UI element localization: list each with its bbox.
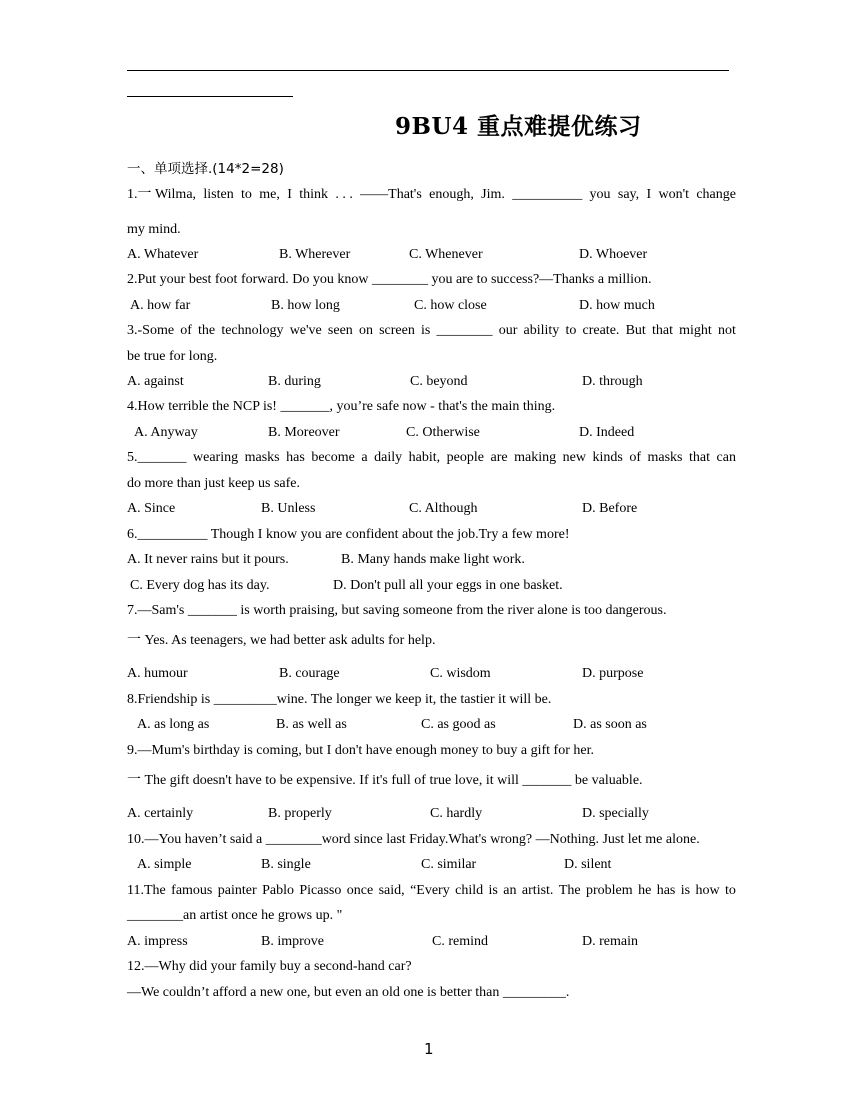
question-word: 1.一 Wilma, — [127, 187, 197, 202]
answer-option-a: A. certainly — [127, 806, 194, 821]
question-stem-line: 9.—Mum's birthday is coming, but I don't have enough money to buy a gift for her. — [127, 743, 594, 758]
question-stem-line: do more than just keep us safe. — [127, 476, 301, 491]
answer-option-a: A. impress — [127, 934, 188, 949]
question-word: people — [446, 450, 484, 465]
question-word: masks — [244, 450, 280, 465]
question-stem-line: 10.—You haven’t said a ________word since last Friday.What's wrong? —Nothing. Just let me alone. — [127, 832, 700, 847]
question-word: that — [651, 323, 673, 338]
question-word: an — [503, 883, 517, 898]
question-word: think — [299, 187, 328, 202]
question-word: become — [311, 450, 355, 465]
answer-option-b: B. during — [268, 374, 321, 389]
question-word: on — [358, 323, 373, 338]
question-word: how — [695, 883, 720, 898]
question-word: our — [498, 323, 518, 338]
answer-option-b: B. how long — [271, 298, 340, 313]
question-stem-line: 8.Friendship is _________wine. The longer we keep it, the tastier it will be. — [127, 692, 552, 707]
page-number: 1 — [424, 1040, 434, 1058]
answer-option-d: D. silent — [564, 857, 612, 872]
answer-option-a: A. against — [127, 374, 184, 389]
answer-option-a: A. Since — [127, 501, 176, 516]
question-word: that — [689, 450, 711, 465]
answer-option-d: D. specially — [582, 806, 649, 821]
question-word: making — [514, 450, 557, 465]
question-stem-line — [127, 186, 736, 204]
question-word: masks — [647, 450, 683, 465]
answer-option-b: B. single — [261, 857, 311, 872]
question-word: change — [696, 187, 736, 202]
answer-option-a: A. Anyway — [134, 425, 198, 440]
answer-option-c: C. beyond — [410, 374, 468, 389]
question-word: child — [455, 883, 484, 898]
question-word: enough, — [429, 187, 474, 202]
question-stem-line: 6.__________ Though I know you are confident about the job.Try a few more! — [127, 527, 570, 542]
answer-option-d: D. remain — [582, 934, 638, 949]
question-word: not — [717, 323, 736, 338]
answer-option-a: A. simple — [137, 857, 192, 872]
answer-option-b: B. Many hands make light work. — [341, 552, 525, 567]
question-word: a — [361, 450, 368, 465]
section-heading: 一、单项选择.(14*2=28) — [127, 161, 284, 177]
question-word: the — [198, 323, 216, 338]
answer-option-c: C. remind — [432, 934, 488, 949]
question-word: say, — [617, 187, 640, 202]
answer-option-d: D. how much — [579, 298, 655, 313]
answer-option-c: C. hardly — [430, 806, 483, 821]
question-word: __________ — [512, 187, 583, 202]
answer-option-c: C. how close — [414, 298, 487, 313]
question-word: famous — [171, 883, 213, 898]
question-word: create. — [582, 323, 620, 338]
question-word: wearing — [193, 450, 239, 465]
question-stem-line — [127, 449, 736, 467]
question-word: “Every — [410, 883, 450, 898]
question-word: But — [625, 323, 646, 338]
answer-option-b: B. courage — [279, 666, 340, 681]
question-stem-line: my mind. — [127, 222, 181, 237]
answer-option-c: C. as good as — [421, 717, 496, 732]
question-word: habit, — [408, 450, 441, 465]
question-stem-line — [127, 882, 736, 900]
answer-option-d: D. Don't pull all your eggs in one basket. — [333, 578, 563, 593]
question-word: artist. — [521, 883, 554, 898]
answer-option-b: B. Unless — [261, 501, 316, 516]
answer-option-d: D. through — [582, 374, 643, 389]
question-stem-line: 一 The gift doesn't have to be expensive. If it's full of true love, it will _______ be valuable. — [127, 773, 643, 788]
question-word: might — [679, 323, 712, 338]
question-word: ability — [523, 323, 560, 338]
question-word: daily — [374, 450, 403, 465]
header-rule-short — [127, 96, 293, 97]
question-stem-line: 2.Put your best foot forward. Do you know ________ you are to success?—Thanks a million. — [127, 272, 652, 287]
question-word: to — [241, 187, 252, 202]
answer-option-b: B. properly — [268, 806, 332, 821]
question-word: Picasso — [299, 883, 342, 898]
question-word: of — [629, 450, 641, 465]
question-stem-line — [127, 322, 736, 340]
answer-option-d: D. Whoever — [579, 247, 648, 262]
question-word: are — [490, 450, 508, 465]
question-word: has — [656, 883, 676, 898]
question-word: I — [646, 187, 652, 202]
question-word: he — [638, 883, 652, 898]
question-word: to — [725, 883, 736, 898]
question-stem-line: 12.—Why did your family buy a second-hand car? — [127, 959, 412, 974]
question-word: Pablo — [262, 883, 294, 898]
question-word: listen — [203, 187, 234, 202]
question-word: said, — [378, 883, 405, 898]
question-stem-line: ________an artist once he grows up. " — [127, 908, 343, 923]
question-word: ________ — [436, 323, 493, 338]
question-word: problem — [586, 883, 633, 898]
answer-option-b: B. Wherever — [279, 247, 351, 262]
question-stem-line: —We couldn’t afford a new one, but even an old one is better than _________. — [127, 985, 570, 1000]
question-word: . . . — [335, 187, 353, 202]
question-word: I — [287, 187, 292, 202]
answer-option-c: C. wisdom — [430, 666, 491, 681]
question-word: is — [421, 323, 431, 338]
question-word: The — [558, 883, 581, 898]
question-word: 5._______ — [127, 450, 187, 465]
question-word: technology — [221, 323, 284, 338]
question-word: is — [488, 883, 498, 898]
question-word: 11.The — [127, 883, 166, 898]
question-word: 3.-Some — [127, 323, 175, 338]
answer-option-d: D. Indeed — [579, 425, 635, 440]
question-word: has — [286, 450, 305, 465]
answer-option-d: D. Before — [582, 501, 638, 516]
page-title: 9BU4 重点难提优练习 — [395, 113, 642, 140]
answer-option-c: C. Whenever — [409, 247, 483, 262]
answer-option-b: B. Moreover — [268, 425, 340, 440]
answer-option-a: A. humour — [127, 666, 188, 681]
question-word: screen — [379, 323, 415, 338]
question-word: seen — [327, 323, 353, 338]
question-word: won't — [658, 187, 689, 202]
answer-option-c: C. Otherwise — [406, 425, 480, 440]
question-word: kinds — [592, 450, 623, 465]
answer-option-a: A. Whatever — [127, 247, 199, 262]
question-word: to — [565, 323, 577, 338]
answer-option-b: B. improve — [261, 934, 324, 949]
answer-option-d: D. as soon as — [573, 717, 647, 732]
question-word: painter — [217, 883, 257, 898]
question-word: Jim. — [481, 187, 505, 202]
question-word: you — [589, 187, 611, 202]
header-rule-long — [127, 70, 729, 71]
answer-option-b: B. as well as — [276, 717, 347, 732]
answer-option-c: C. similar — [421, 857, 477, 872]
answer-option-c: C. Although — [409, 501, 478, 516]
question-word: new — [562, 450, 586, 465]
answer-option-a: A. It never rains but it pours. — [127, 552, 289, 567]
answer-option-a: A. as long as — [137, 717, 210, 732]
question-stem-line: 一 Yes. As teenagers, we had better ask adults for help. — [127, 633, 436, 648]
question-word: can — [716, 450, 736, 465]
answer-option-a: A. how far — [130, 298, 191, 313]
question-word: ——That's — [360, 187, 422, 202]
question-word: of — [180, 323, 192, 338]
question-word: we've — [289, 323, 322, 338]
answer-option-d: D. purpose — [582, 666, 644, 681]
question-word: is — [680, 883, 691, 898]
answer-option-c: C. Every dog has its day. — [130, 578, 270, 593]
question-stem-line: 4.How terrible the NCP is! _______, you’re safe now - that's the main thing. — [127, 399, 556, 414]
question-word: me, — [259, 187, 280, 202]
question-stem-line: 7.—Sam's _______ is worth praising, but saving someone from the river alone is too dangerous. — [127, 603, 667, 618]
question-word: once — [346, 883, 374, 898]
question-stem-line: be true for long. — [127, 349, 218, 364]
